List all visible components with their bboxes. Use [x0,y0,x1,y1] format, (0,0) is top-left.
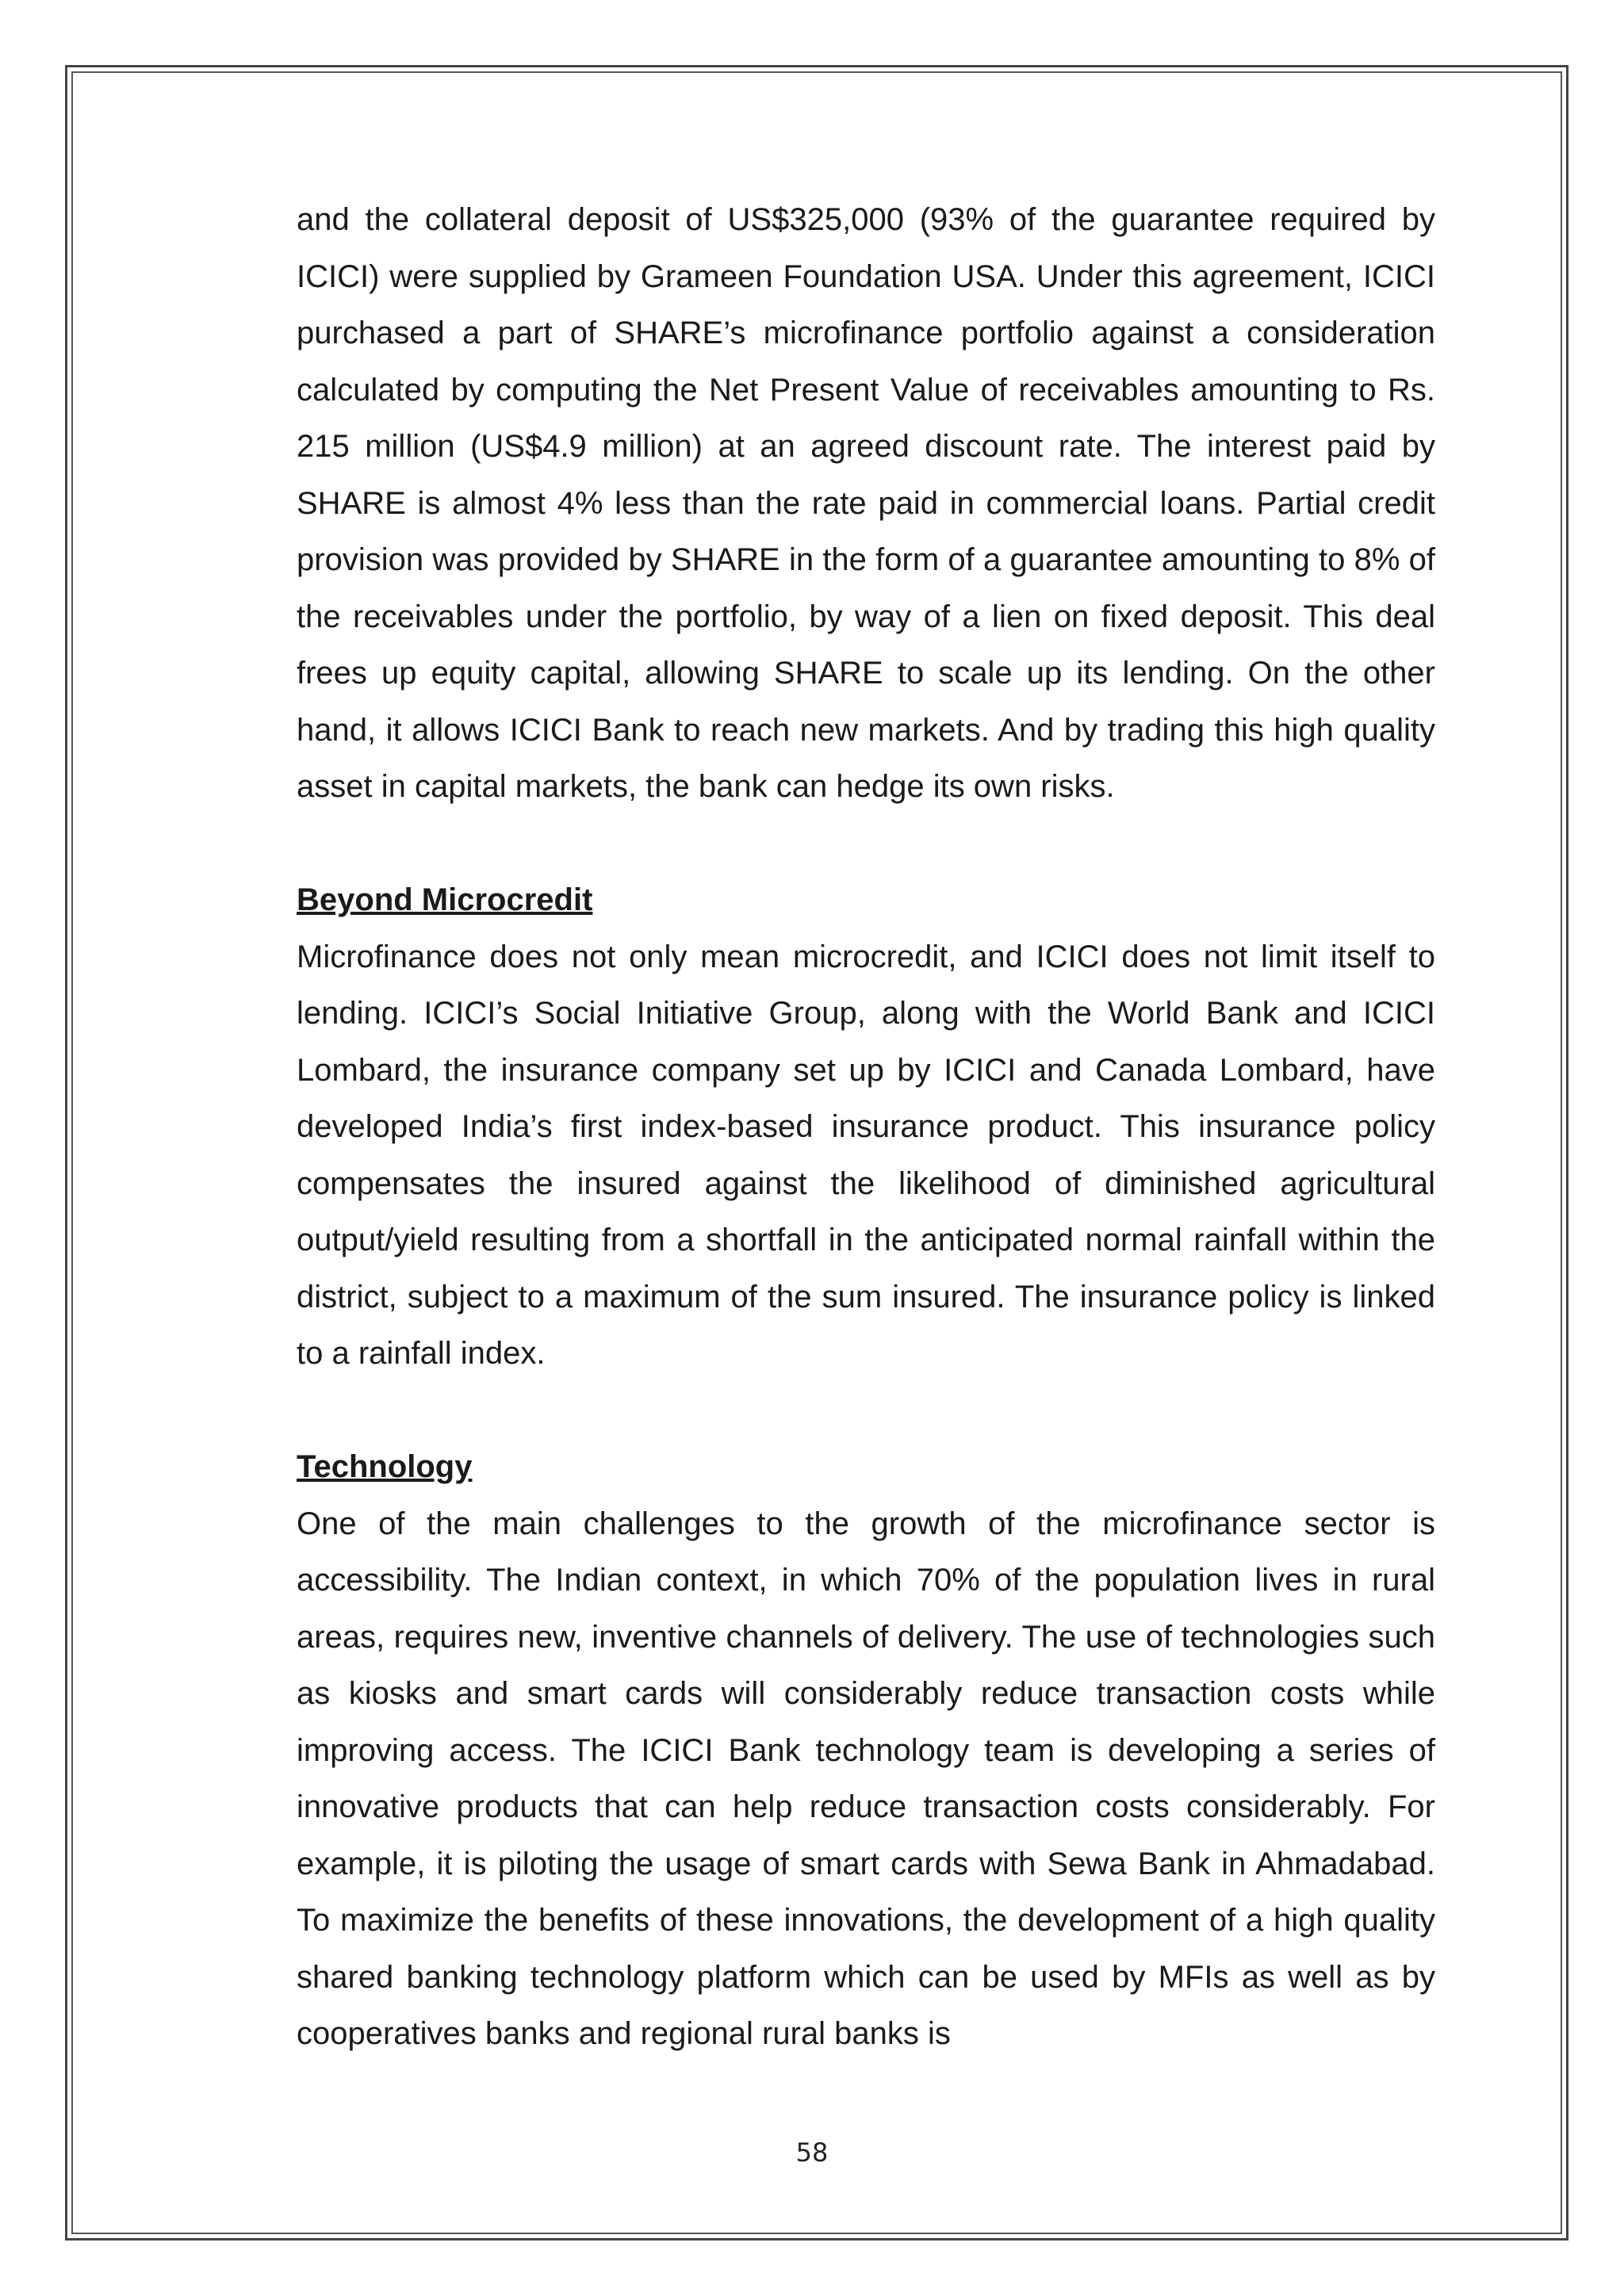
paragraph-beyond-microcredit: Microfinance does not only mean microcredit, and ICICI does not limit itself to lending. ICICI’s Social Initiative Group, along with the World Bank and ICICI Lombard, the insurance company set up by ICICI and Canada Lombard, have developed India’s first index-based insurance product. This insurance policy compensates the insured against the likelihood of diminished agricultural output/yield resulting from a shortfall in the anticipated normal rainfall within the district, subject to a maximum of the sum insured. The insurance policy is linked to a rainfall index. [297,939,1435,1371]
paragraph-intro: and the collateral deposit of US$325,000 (93% of the guarantee required by ICICI) were supplied by Grameen Foundation USA. Under this agreement, ICICI purchased a part of SHARE’s microfinance portfolio against a consideration calculated by computing the Net Present Value of receivables amounting to Rs. 215 million (US$4.9 million) at an agreed discount rate. The interest paid by SHARE is almost 4% less than the rate paid in commercial loans. Partial credit provision was provided by SHARE in the form of a guarantee amounting to 8% of the receivables under the portfolio, by way of a lien on fixed deposit. This deal frees up equity capital, allowing SHARE to scale up its lending. On the other hand, it allows ICICI Bank to reach new markets. And by trading this high quality asset in capital markets, the bank can hedge its own risks. [297,202,1435,804]
paragraph-technology: One of the main challenges to the growth of the microfinance sector is accessibility. The Indian context, in which 70% of the population lives in rural areas, requires new, inventive channels of delivery. The use of technologies such as kiosks and smart cards will considerably reduce transaction costs while improving access. The ICICI Bank technology team is developing a series of innovative products that can help reduce transaction costs considerably. For example, it is piloting the usage of smart cards with Sewa Bank in Ahmadabad. To maximize the benefits of these innovations, the development of a high quality shared banking technology platform which can be used by MFIs as well as by cooperatives banks and regional rural banks is [297,1506,1435,2051]
heading-technology: Technology [297,1449,473,1484]
document-body [297,192,1435,2063]
page-number: 58 [795,2137,829,2168]
heading-beyond-microcredit: Beyond Microcredit [297,882,593,917]
